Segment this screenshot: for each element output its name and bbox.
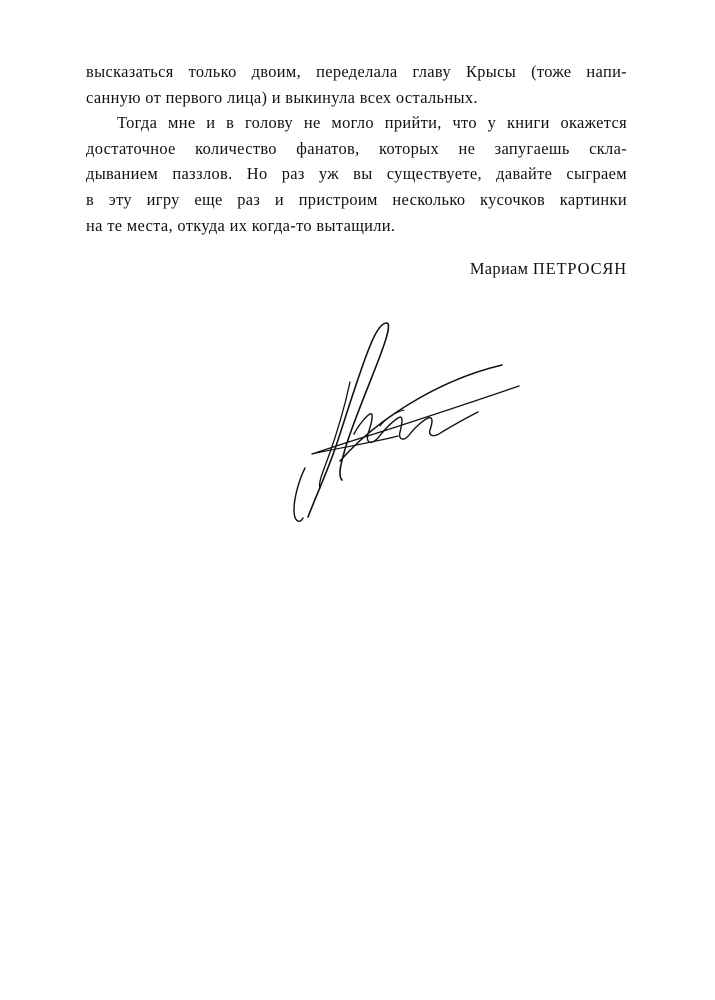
author-name bbox=[86, 259, 627, 279]
author-first-name: Мариам bbox=[469, 259, 529, 278]
handwritten-signature bbox=[288, 318, 528, 533]
signature-stroke bbox=[354, 412, 478, 442]
paragraph-line: высказаться только двоим, переделала главу Крысы (тоже напи- bbox=[86, 62, 627, 81]
paragraph-line: Тогда мне и в голову не могло прийти, что у книги окажется bbox=[117, 113, 627, 133]
signature-stroke bbox=[340, 365, 502, 461]
body-text bbox=[86, 59, 627, 238]
signature-stroke bbox=[319, 382, 350, 488]
signature-stroke bbox=[380, 410, 404, 426]
author-surname: ПЕТРОСЯН bbox=[532, 259, 627, 278]
signature-stroke bbox=[294, 468, 305, 521]
paragraph-2 bbox=[86, 110, 627, 238]
paragraph-line: санную от первого лица) и выкинула всех остальных. bbox=[86, 87, 478, 107]
paragraph-1 bbox=[86, 59, 627, 110]
paragraph-line: на те места, откуда их когда-то вытащили. bbox=[86, 215, 396, 235]
paragraph-line: в эту игру еще раз и пристроим несколько кусочков картинки bbox=[86, 189, 627, 209]
signature-stroke bbox=[312, 436, 398, 454]
paragraph-line: достаточное количество фанатов, которых не запугаешь скла- bbox=[86, 138, 627, 158]
paragraph-line: дыванием паззлов. Но раз уж вы существуете, давайте сыграем bbox=[86, 164, 627, 184]
signature-stroke bbox=[312, 386, 519, 454]
